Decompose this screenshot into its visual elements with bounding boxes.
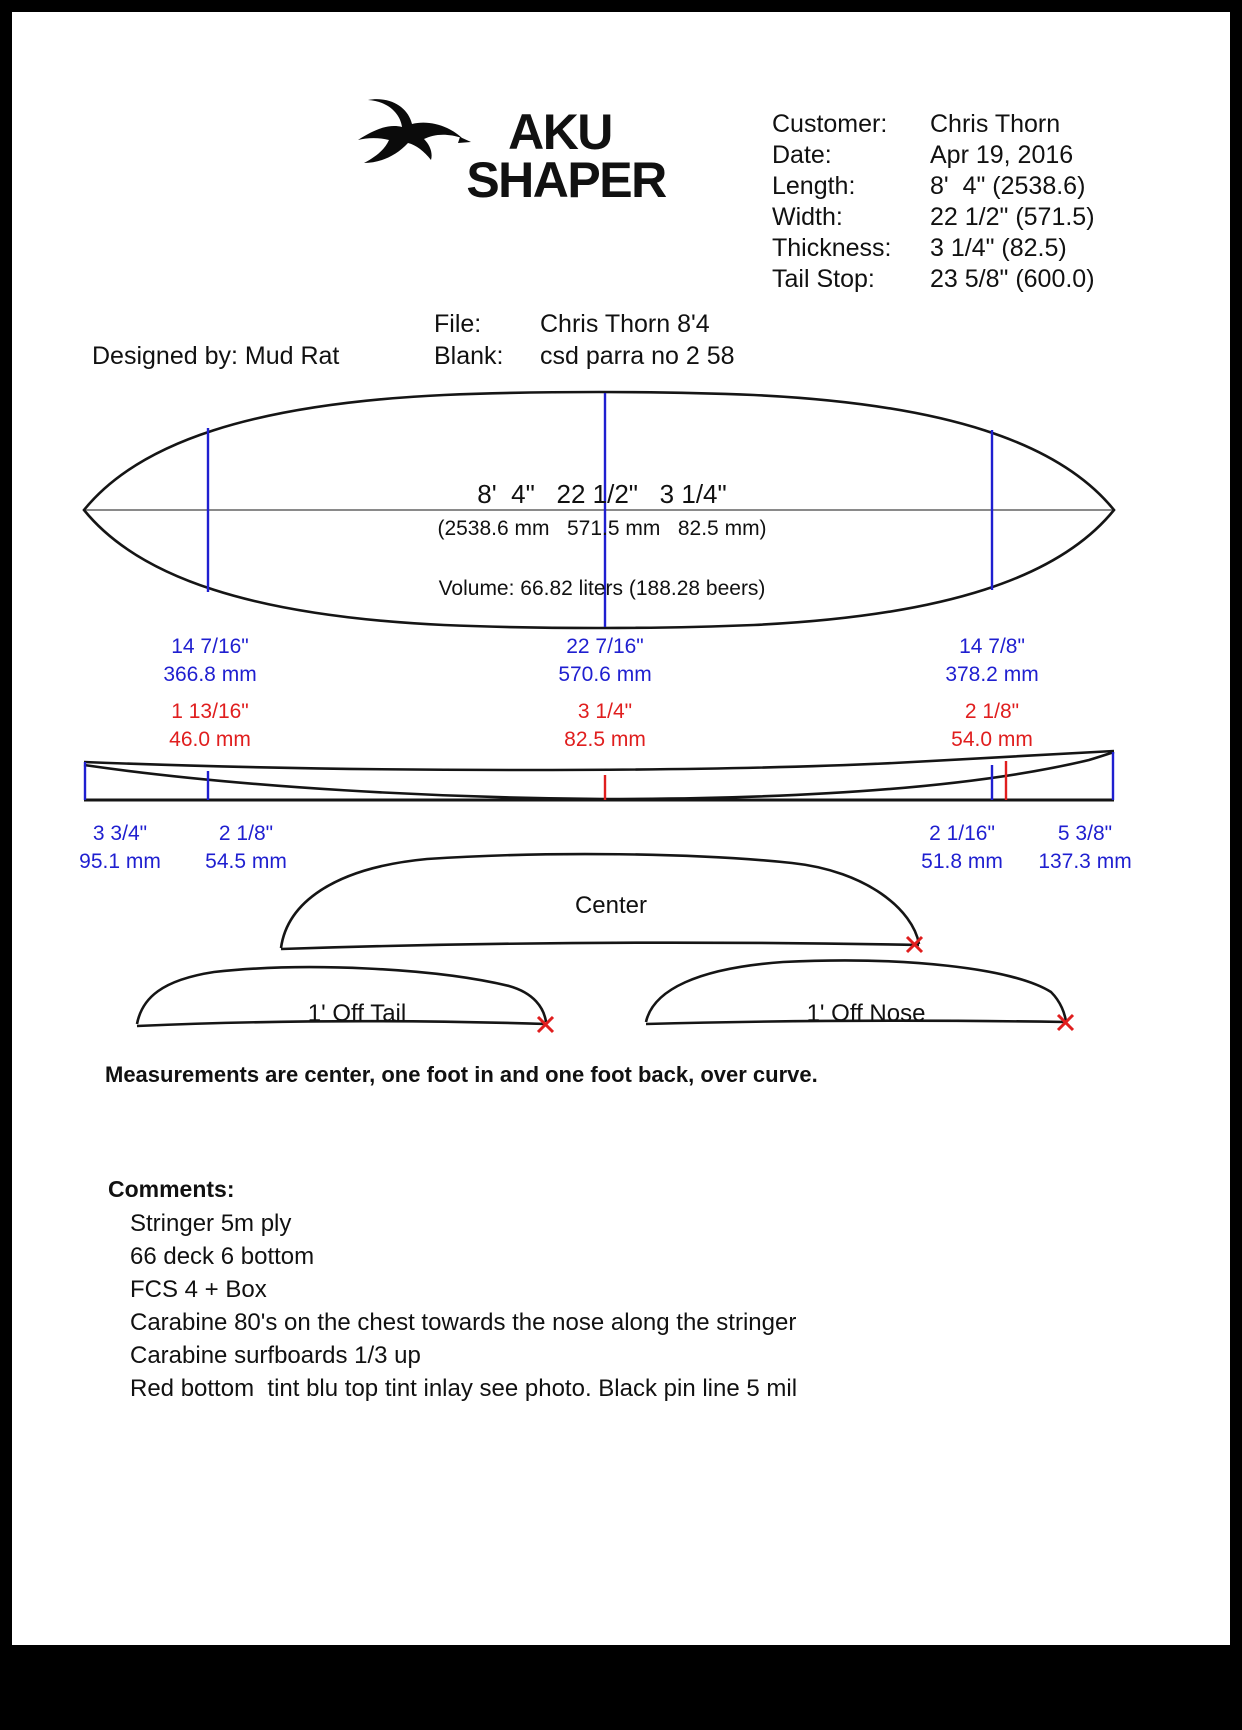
width-inches-tail: 14 7/16": [171, 635, 249, 658]
rocker-mm-tail-tip: 95.1 mm: [79, 850, 161, 873]
info-value: 22 1/2" (571.5): [930, 203, 1095, 231]
info-label: Customer:: [772, 110, 888, 138]
center-section-bottom: [281, 943, 919, 949]
tail-section-label: 1' Off Tail: [307, 1000, 407, 1027]
width-inches-nose: 14 7/8": [959, 635, 1025, 658]
measurement-note: Measurements are center, one foot in and one foot back, over curve.: [105, 1062, 818, 1087]
bird-logo-icon: [348, 94, 472, 174]
rocker-mm-tail-1ft: 54.5 mm: [205, 850, 287, 873]
info-value: Chris Thorn: [930, 110, 1061, 138]
nose-section-label: 1' Off Nose: [806, 1000, 926, 1027]
thickness-inches-nose: 2 1/8": [964, 700, 1020, 723]
rocker-mm-nose-1ft: 51.8 mm: [921, 850, 1003, 873]
info-label: Date:: [772, 141, 832, 169]
width-inches-center: 22 7/16": [566, 635, 644, 658]
thickness-mm-nose: 54.0 mm: [951, 728, 1033, 751]
designed-by: Designed by: Mud Rat: [92, 342, 340, 370]
rocker-mm-nose-tip: 137.3 mm: [1038, 850, 1132, 873]
blank-label: Blank:: [434, 342, 504, 370]
rocker-inches-tail-1ft: 2 1/8": [218, 822, 274, 845]
info-label: Thickness:: [772, 234, 892, 262]
rocker-inches-tail-tip: 3 3/4": [92, 822, 148, 845]
outline-dims-mm: (2538.6 mm 571.5 mm 82.5 mm): [437, 517, 767, 540]
comments-heading: Comments:: [108, 1176, 235, 1202]
comment-item: Carabine 80's on the chest towards the nose along the stringer: [130, 1309, 797, 1336]
center-section-label: Center: [574, 892, 648, 919]
comment-item: Red bottom tint blu top tint inlay see photo. Black pin line 5 mil: [130, 1375, 798, 1402]
thickness-inches-tail: 1 13/16": [171, 700, 249, 723]
comment-item: 66 deck 6 bottom: [130, 1243, 315, 1270]
info-label: Tail Stop:: [772, 265, 875, 293]
width-mm-nose: 378.2 mm: [945, 663, 1039, 686]
rocker-inches-nose-tip: 5 3/8": [1057, 822, 1113, 845]
logo-text-line1: AKU: [508, 104, 612, 160]
info-value: Apr 19, 2016: [930, 141, 1074, 169]
blank-value: csd parra no 2 58: [540, 342, 735, 370]
thickness-inches-center: 3 1/4": [577, 700, 633, 723]
info-label: Width:: [772, 203, 843, 231]
rocker-inches-nose-1ft: 2 1/16": [929, 822, 995, 845]
logo-text-line2: SHAPER: [466, 152, 666, 208]
thickness-mm-tail: 46.0 mm: [169, 728, 251, 751]
outline-volume: Volume: 66.82 liters (188.28 beers): [438, 577, 766, 600]
width-mm-tail: 366.8 mm: [163, 663, 257, 686]
info-value: 23 5/8" (600.0): [930, 265, 1095, 293]
outline-dims-inches: 8' 4" 22 1/2" 3 1/4": [477, 479, 727, 509]
file-value: Chris Thorn 8'4: [540, 310, 710, 338]
info-label: Length:: [772, 172, 856, 200]
thickness-mm-center: 82.5 mm: [564, 728, 646, 751]
rocker-profile-drawing: [84, 750, 1114, 802]
width-mm-center: 570.6 mm: [558, 663, 652, 686]
deck-curve: [84, 751, 1114, 770]
comment-item: FCS 4 + Box: [130, 1276, 267, 1303]
file-label: File:: [434, 310, 482, 338]
info-value: 3 1/4" (82.5): [930, 234, 1067, 262]
comment-item: Carabine surfboards 1/3 up: [130, 1342, 421, 1369]
comment-item: Stringer 5m ply: [130, 1210, 292, 1237]
info-value: 8' 4" (2538.6): [930, 172, 1086, 200]
